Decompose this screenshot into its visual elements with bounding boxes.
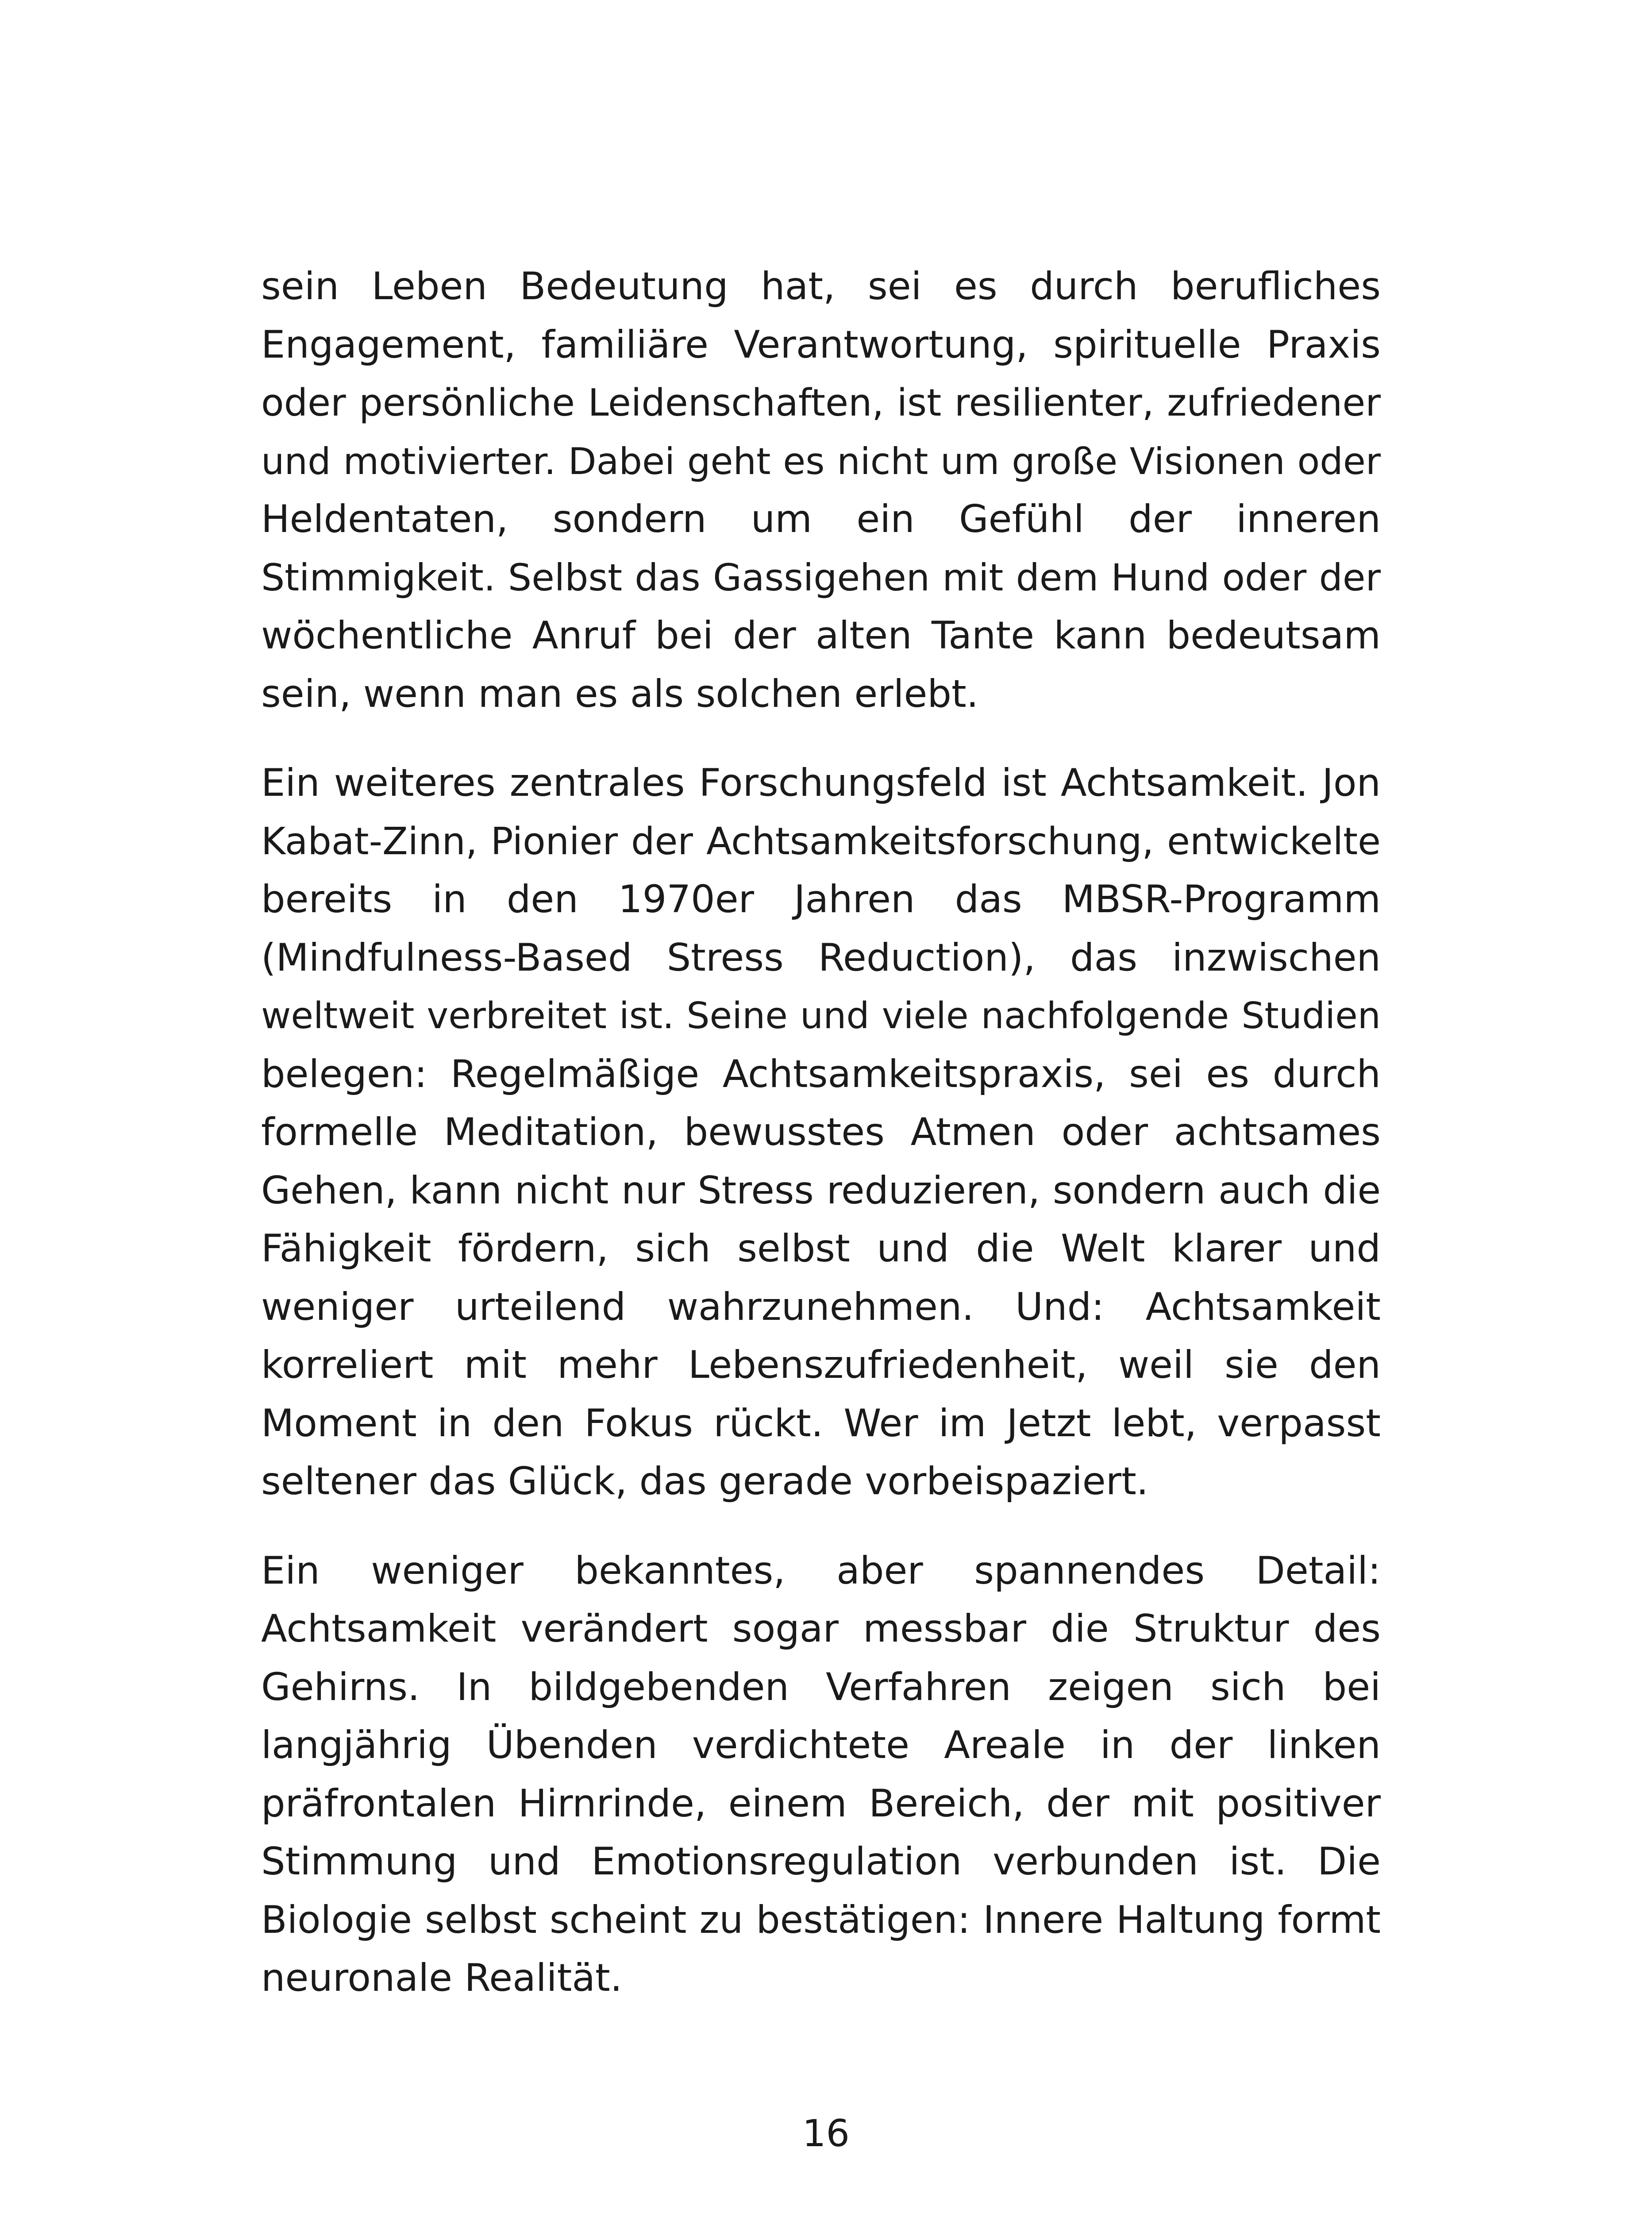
text-line: Biologie selbst scheint zu bestätigen: Innere Haltung formt <box>261 1898 1381 1942</box>
text-line: wöchentliche Anruf bei der alten Tante kann bedeutsam <box>261 613 1381 658</box>
text-line: Achtsamkeit verändert sogar messbar die Struktur des <box>261 1607 1381 1651</box>
text-line: bereits in den 1970er Jahren das MBSR-Programm <box>261 877 1381 921</box>
text-line: sein Leben Bedeutung hat, sei es durch berufliches <box>261 264 1381 308</box>
body-text <box>261 258 1381 2039</box>
text-line: weltweit verbreitet ist. Seine und viele nachfolgende Studien <box>261 995 1381 1037</box>
text-line: Engagement, familiäre Verantwortung, spirituelle Praxis <box>261 322 1381 367</box>
text-line: seltener das Glück, das gerade vorbeispaziert. <box>261 1459 1149 1504</box>
text-line: weniger urteilend wahrzunehmen. Und: Achtsamkeit <box>261 1284 1381 1329</box>
text-line: präfrontalen Hirnrinde, einem Bereich, der mit positiver <box>261 1781 1381 1826</box>
text-line: belegen: Regelmäßige Achtsamkeitspraxis, sei es durch <box>261 1052 1381 1096</box>
text-line: Kabat-Zinn, Pionier der Achtsamkeitsforschung, entwickelte <box>261 819 1381 863</box>
page-number: 16 <box>802 2112 850 2155</box>
text-line: Moment in den Fokus rückt. Wer im Jetzt lebt, verpasst <box>261 1401 1381 1446</box>
text-line: neuronale Realität. <box>261 1956 623 2000</box>
text-line: korreliert mit mehr Lebenszufriedenheit, weil sie den <box>261 1343 1381 1387</box>
text-line: langjährig Übenden verdichtete Areale in der linken <box>261 1723 1381 1767</box>
text-line: Gehirns. In bildgebenden Verfahren zeigen sich bei <box>261 1665 1381 1709</box>
text-line: Heldentaten, sondern um ein Gefühl der inneren <box>261 497 1381 541</box>
text-line: sein, wenn man es als solchen erlebt. <box>261 671 979 716</box>
text-line: (Mindfulness-Based Stress Reduction), das inzwischen <box>261 935 1381 980</box>
text-line: Ein weiteres zentrales Forschungsfeld ist Achtsamkeit. Jon <box>261 761 1381 805</box>
text-line: Gehen, kann nicht nur Stress reduzieren, sondern auch die <box>261 1168 1381 1213</box>
text-line: Ein weniger bekanntes, aber spannendes Detail: <box>261 1548 1381 1593</box>
text-line: Stimmigkeit. Selbst das Gassigehen mit dem Hund oder der <box>261 555 1381 599</box>
text-line: formelle Meditation, bewusstes Atmen oder achtsames <box>261 1110 1381 1154</box>
text-line: Fähigkeit fördern, sich selbst und die Welt klarer und <box>261 1226 1381 1271</box>
text-line: oder persönliche Leidenschaften, ist resilienter, zufriedener <box>261 381 1381 424</box>
text-line: und motivierter. Dabei geht es nicht um große Visionen oder <box>261 440 1381 483</box>
paragraph-mindfulness <box>261 754 1381 1511</box>
text-line: Stimmung und Emotionsregulation verbunden ist. Die <box>261 1839 1381 1884</box>
paragraph-brain-structure <box>261 1542 1381 2008</box>
paragraph-meaning <box>261 258 1381 723</box>
